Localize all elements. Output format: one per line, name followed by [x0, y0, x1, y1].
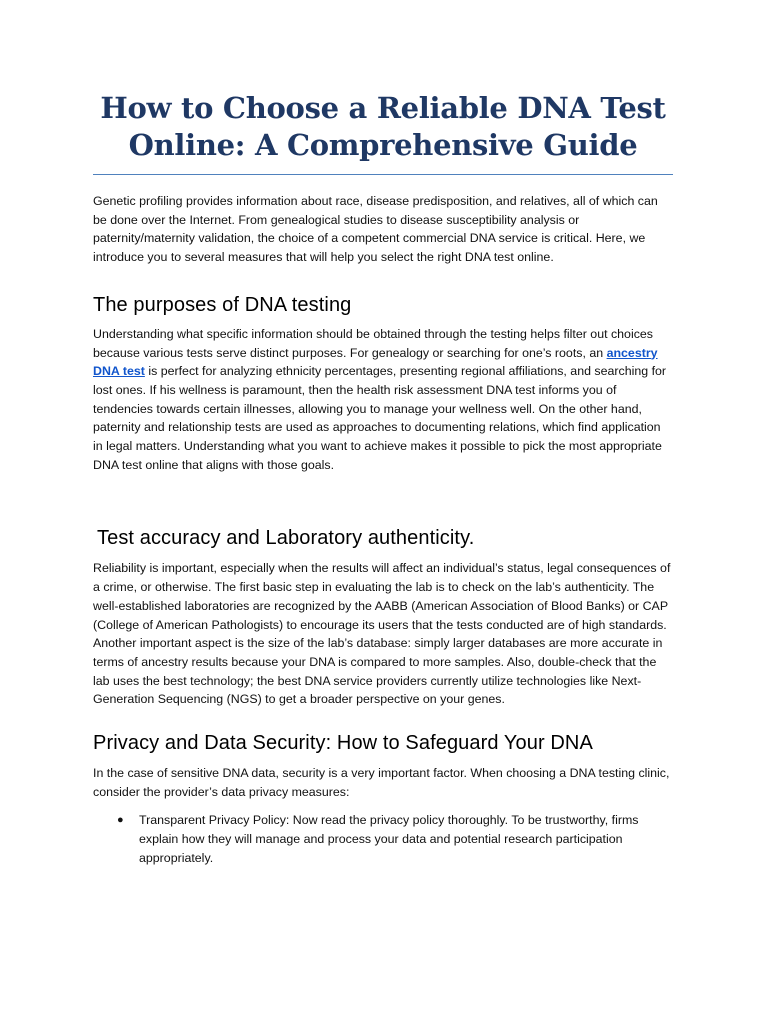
accuracy-heading: Test accuracy and Laboratory authenticity. — [97, 527, 475, 550]
intro-paragraph: Genetic profiling provides information about race, disease predisposition, and relatives, all of which can be done over the Internet. From genealogical studies to disease susceptibility analysis or paternity/maternity validation, the choice of a competent commercial DNA service is critical. Here, we introduce you to several measures that will help you select the right DNA test online. — [93, 194, 658, 265]
list-item-text: Transparent Privacy Policy: Now read the privacy policy thoroughly. To be trustworthy, firms explain how they will manage and process your data and potential research participation appropriately. — [139, 813, 639, 865]
purposes-text-before-link: Understanding what specific information should be obtained through the testing helps filter out choices because various tests serve distinct purposes. For genealogy or searching for one’s roots, an — [93, 326, 653, 360]
purposes-heading: The purposes of DNA testing — [93, 293, 352, 316]
privacy-measures-list — [93, 811, 673, 867]
privacy-paragraph: In the case of sensitive DNA data, security is a very important factor. When choosing a DNA testing clinic, consider the provider’s data privacy measures: — [93, 766, 670, 799]
title-divider — [93, 174, 673, 175]
ancestry-dna-test-link[interactable]: ancestry DNA test — [93, 345, 658, 379]
list-item — [93, 811, 673, 867]
bullet-icon: ● — [117, 814, 124, 827]
purposes-paragraph — [93, 325, 673, 475]
page-title: How to Choose a Reliable DNA Test Online: A Comprehensive Guide — [100, 91, 666, 162]
purposes-text-after-link: is perfect for analyzing ethnicity percentages, presenting regional affiliations, and searching for lost ones. If his wellness is paramount, then the health risk assessment DNA test informs you of tendencies towards certain illnesses, allowing you to manage your wellness well. On the other hand, paternity and relationship tests are used as approaches to documenting relations, which find application in legal matters. Understanding what you want to achieve makes it possible to pick the most appropriate DNA test online that aligns with those goals. — [93, 364, 667, 472]
privacy-heading: Privacy and Data Security: How to Safeguard Your DNA — [93, 732, 593, 755]
document-page — [93, 0, 673, 868]
accuracy-paragraph: Reliability is important, especially when the results will affect an individual’s status, legal consequences of a crime, or otherwise. The first basic step in evaluating the lab is to check on the lab’s authenticity. The well-established laboratories are recognized by the AABB (American Association of Blood Banks) or CAP (College of American Pathologists) to encourage its users that the tests conducted are of high standards. Another important aspect is the size of the lab’s database: simply larger databases are more accurate in terms of ancestry results because your DNA is compared to more samples. Also, double-check that the lab uses the best technology; the best DNA service providers currently utilize technologies like Next-Generation Sequencing (NGS) to get a broader perspective on your genes. — [93, 561, 671, 707]
